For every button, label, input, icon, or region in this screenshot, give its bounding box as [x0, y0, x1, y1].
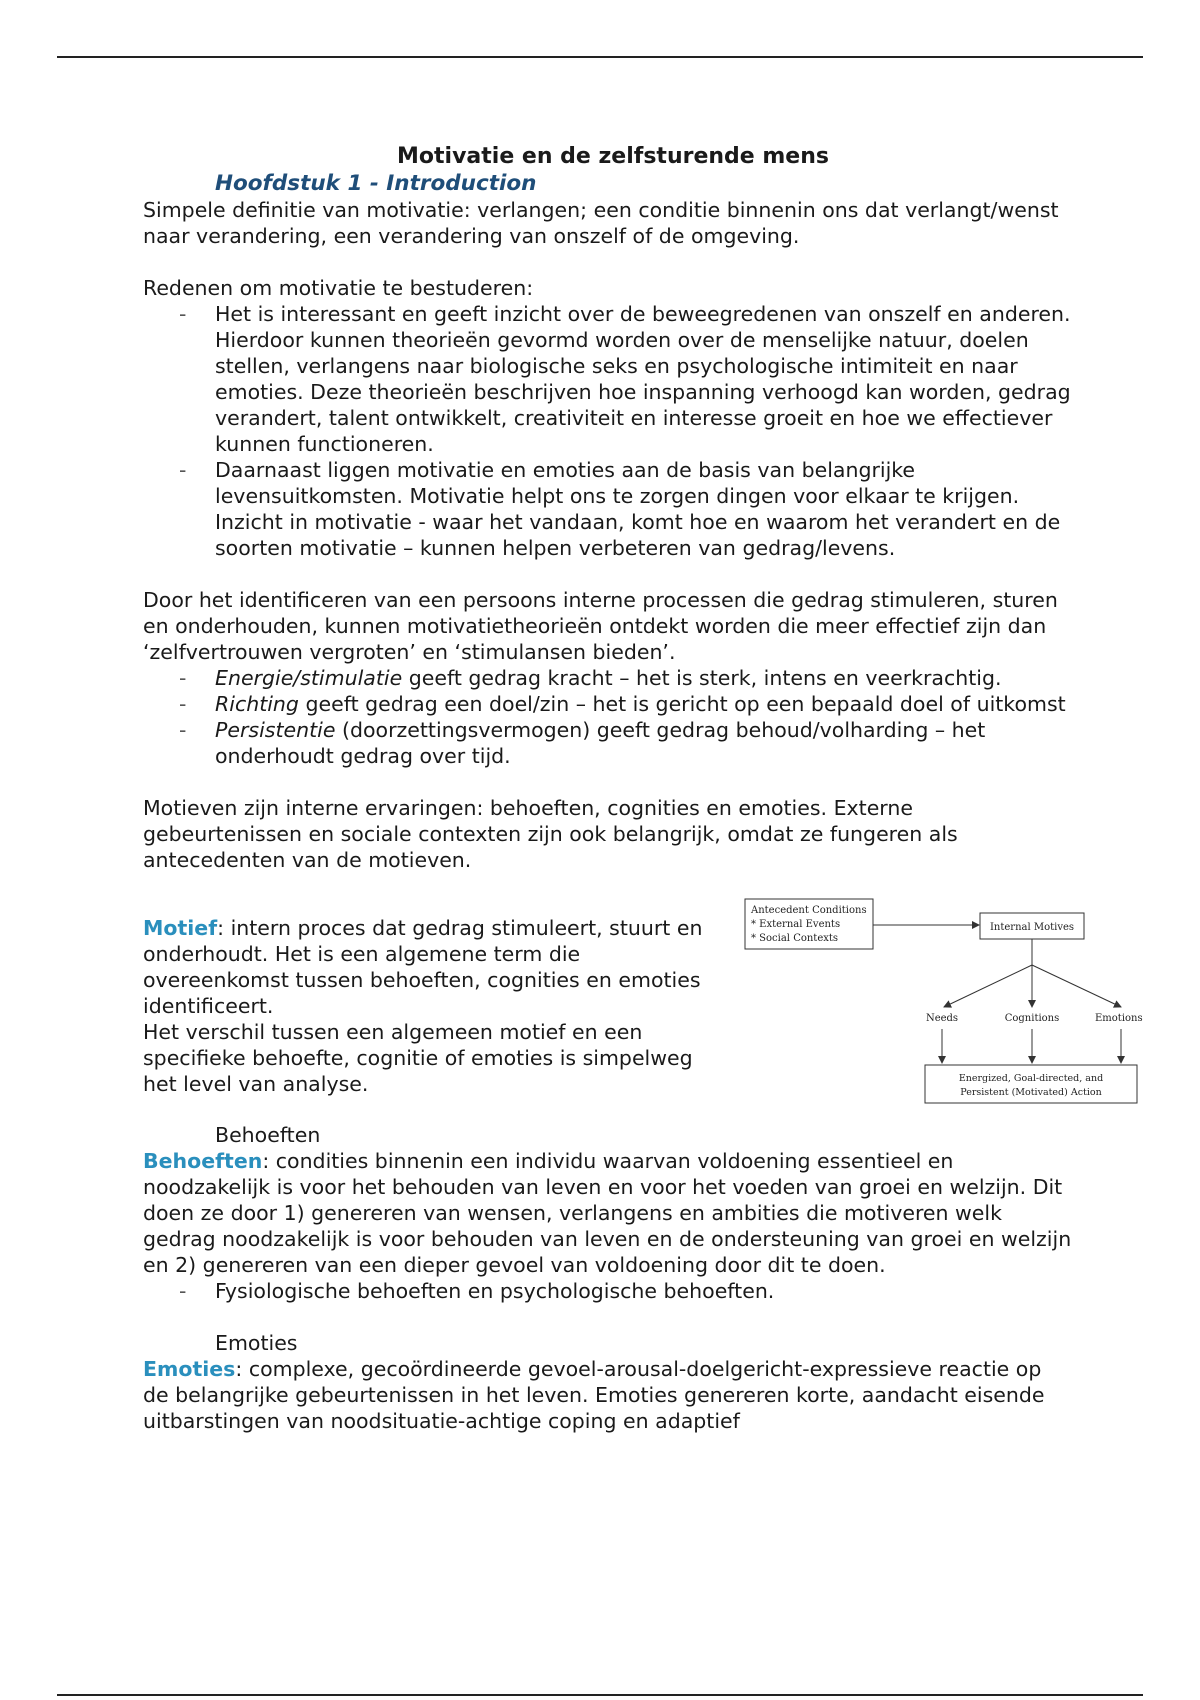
- list-item: - Daarnaast liggen motivatie en emoties aan de basis van belangrijke levensuitkomsten. Motivatie helpt ons te zorgen dingen voor elkaar te krijgen. Inzicht in motivatie - waar het vandaan, komt hoe en waarom het verandert en de soorten motivatie – kunnen helpen verbeteren van gedrag/levens.: [215, 457, 1073, 561]
- processes-list: [143, 665, 1073, 769]
- list-text: geeft gedrag kracht – het is sterk, intens en veerkrachtig.: [402, 666, 1002, 690]
- page-title: Motivatie en de zelfsturende mens: [397, 144, 829, 169]
- list-item: [215, 665, 1073, 691]
- antecedent-item: * External Events: [751, 919, 841, 930]
- list-item: [215, 691, 1073, 717]
- arrow: [1032, 965, 1121, 1007]
- list-text: geeft gedrag een doel/zin – het is gericht op een bepaald doel of uitkomst: [298, 692, 1066, 716]
- reasons-list: [143, 301, 1073, 561]
- list-text: (doorzettingsvermogen) geeft gedrag behoud/volharding – het onderhoudt gedrag over tijd.: [215, 718, 986, 768]
- list-item: - Het is interessant en geeft inzicht over de beweegredenen van onszelf en anderen. Hierdoor kunnen theorieën gevormd worden over de menselijke natuur, doelen stellen, verlangens naar biologische seks en psychologische intimiteit en naar emoties. Deze theorieën beschrijven hoe inspanning verhoogd kan worden, gedrag verandert, talent ontwikkelt, creativiteit en interesse groeit en hoe we effectiever kunnen functioneren.: [215, 301, 1073, 457]
- emoties-heading: Emoties: [215, 1331, 298, 1355]
- motief-text: [143, 915, 718, 1097]
- motief-term: Motief: [143, 916, 218, 940]
- list-term: Persistentie: [215, 718, 336, 742]
- behoeften-definition-text: : condities binnenin een individu waarvan voldoening essentieel en noodzakelijk is voor het behouden van leven en voor het voeden van groei en welzijn. Dit doen ze door 1) genereren van wensen, verlangens en ambities die motiveren welk gedrag noodzakelijk is voor behouden van leven en de ondersteuning van groei en welzijn en 2) genereren van een dieper gevoel van voldoening door dit te doen.: [143, 1149, 1072, 1277]
- document-page: [143, 143, 1143, 1434]
- intro-paragraph: Simpele definitie van motivatie: verlangen; een conditie binnenin ons dat verlangt/wenst naar verandering, een verandering van onszelf of de omgeving.: [143, 198, 1059, 248]
- motief-extra: Het verschil tussen een algemeen motief en een specifieke behoefte, cognitie of emoties is simpelweg het level van analyse.: [143, 1020, 693, 1096]
- action-label: Persistent (Motivated) Action: [960, 1087, 1102, 1098]
- list-item: - Fysiologische behoeften en psychologische behoeften.: [215, 1278, 1073, 1304]
- motief-section: [143, 895, 1143, 1110]
- behoeften-heading: Behoeften: [215, 1123, 321, 1147]
- emoties-definition: [143, 1356, 1073, 1434]
- arrow: [944, 965, 1032, 1007]
- emoties-term: Emoties: [143, 1357, 236, 1381]
- antecedent-title: Antecedent Conditions: [751, 905, 867, 916]
- list-term: Energie/stimulatie: [215, 666, 403, 690]
- internal-motives-label: Internal Motives: [989, 922, 1075, 933]
- emoties-definition-text: : complexe, gecoördineerde gevoel-arousal-doelgericht-expressieve reactie op de belangrijke gebeurtenissen in het leven. Emoties genereren korte, aandacht eisende uitbarstingen van noodsituatie-achtige coping en adaptief: [143, 1357, 1045, 1433]
- antecedent-item: * Social Contexts: [751, 933, 839, 944]
- behoeften-term: Behoeften: [143, 1149, 263, 1173]
- list-term: Richting: [215, 692, 299, 716]
- behoeften-definition: [143, 1148, 1073, 1278]
- motief-definition: [143, 915, 718, 1019]
- list-item: [215, 717, 1073, 769]
- header-rule: [57, 56, 1143, 58]
- processes-paragraph: Door het identificeren van een persoons interne processen die gedrag stimuleren, sturen en onderhouden, kunnen motivatietheorieën ontdekt worden die meer effectief zijn dan ‘zelfvertrouwen vergroten’ en ‘stimulansen bieden’.: [143, 588, 1058, 664]
- behoeften-list: [143, 1278, 1073, 1304]
- motief-definition-text: : intern proces dat gedrag stimuleert, stuurt en onderhoudt. Het is een algemene term die overeenkomst tussen behoeften, cognities en emoties identificeert.: [143, 916, 703, 1018]
- cognitions-label: Cognitions: [1004, 1013, 1060, 1024]
- action-label: Energized, Goal-directed, and: [958, 1073, 1104, 1084]
- emotions-label: Emotions: [1095, 1013, 1143, 1024]
- motives-paragraph: Motieven zijn interne ervaringen: behoeften, cognities en emoties. Externe gebeurtenissen en sociale contexten zijn ook belangrijk, omdat ze fungeren als antecedenten van de motieven.: [143, 796, 958, 872]
- motivation-diagram: [743, 895, 1145, 1110]
- reasons-heading: Redenen om motivatie te bestuderen:: [143, 276, 534, 300]
- diagram-svg: [743, 895, 1145, 1110]
- chapter-subtitle: Hoofdstuk 1 - Introduction: [215, 171, 537, 196]
- needs-label: Needs: [925, 1013, 959, 1024]
- footer-rule: [57, 1694, 1143, 1696]
